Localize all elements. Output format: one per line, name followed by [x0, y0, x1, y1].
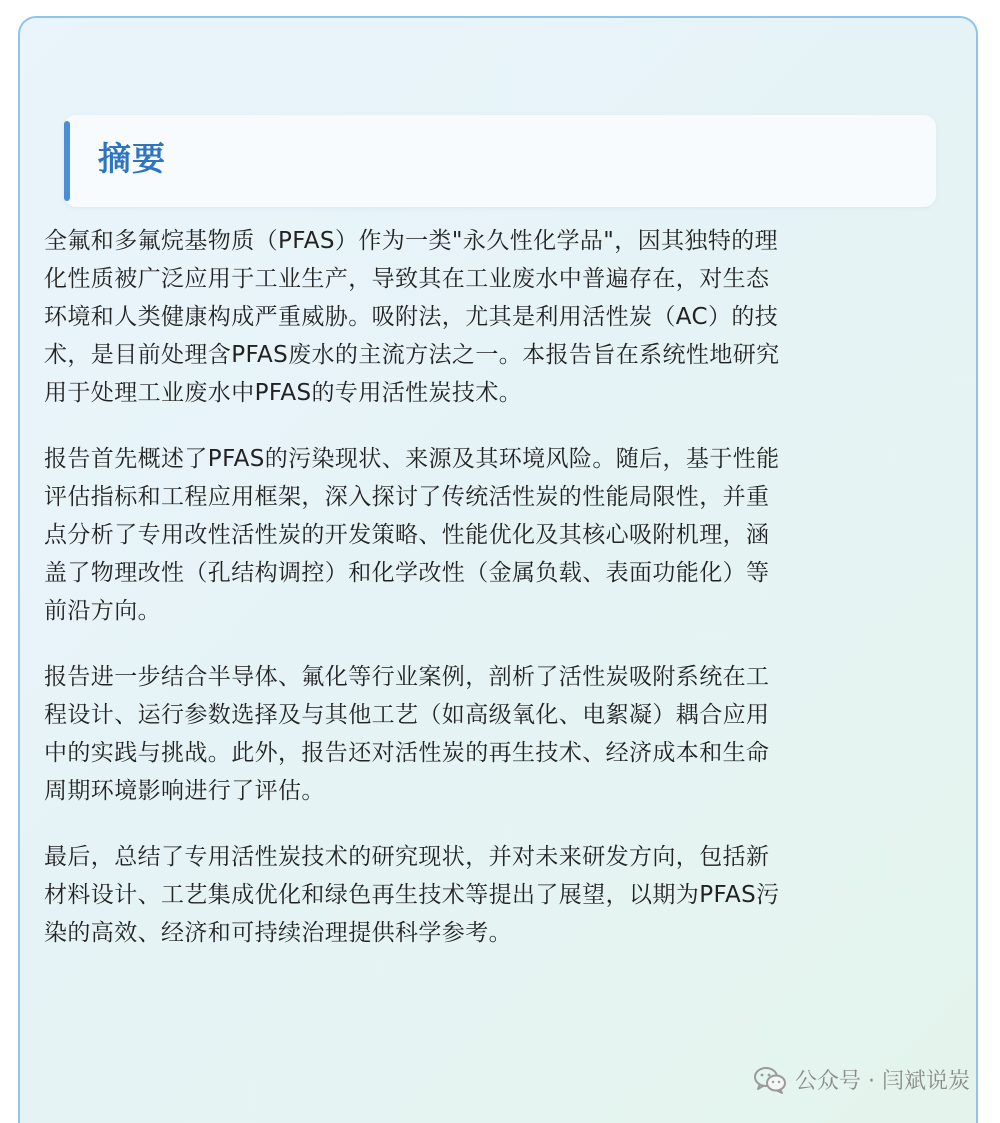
text-line: 最后，总结了专用活性炭技术的研究现状，并对未来研发方向，包括新	[44, 844, 770, 870]
text-line: 材料设计、工艺集成优化和绿色再生技术等提出了展望，以期为PFAS污	[44, 882, 780, 908]
title-accent-bar	[64, 121, 70, 201]
text-line: 盖了物理改性（孔结构调控）和化学改性（金属负载、表面功能化）等	[44, 560, 770, 586]
section-title: 摘要	[98, 139, 166, 178]
text-line: 前沿方向。	[44, 598, 161, 624]
watermark-text: 公众号 · 闫斌说炭	[795, 1069, 970, 1094]
section-header	[64, 115, 936, 207]
paragraph-1	[44, 222, 920, 412]
text-line: 点分析了专用改性活性炭的开发策略、性能优化及其核心吸附机理，涵	[44, 522, 770, 548]
text-line: 术，是目前处理含PFAS废水的主流方法之一。本报告旨在系统性地研究	[44, 342, 780, 368]
text-line: 程设计、运行参数选择及与其他工艺（如高级氧化、电絮凝）耦合应用	[44, 702, 770, 728]
abstract-body	[44, 222, 920, 980]
text-line: 评估指标和工程应用框架，深入探讨了传统活性炭的性能局限性，并重	[44, 484, 770, 510]
text-line: 报告进一步结合半导体、氟化等行业案例，剖析了活性炭吸附系统在工	[44, 664, 770, 690]
text-line: 环境和人类健康构成严重威胁。吸附法，尤其是利用活性炭（AC）的技	[44, 304, 779, 330]
text-line: 报告首先概述了PFAS的污染现状、来源及其环境风险。随后，基于性能	[44, 446, 780, 472]
text-line: 周期环境影响进行了评估。	[44, 778, 325, 804]
paragraph-2	[44, 440, 920, 630]
paragraph-4	[44, 838, 920, 952]
paragraph-3	[44, 658, 920, 810]
text-line: 染的高效、经济和可持续治理提供科学参考。	[44, 920, 512, 946]
text-line: 化性质被广泛应用于工业生产，导致其在工业废水中普遍存在，对生态	[44, 266, 770, 292]
text-line: 用于处理工业废水中PFAS的专用活性炭技术。	[44, 380, 523, 406]
text-line: 全氟和多氟烷基物质（PFAS）作为一类"永久性化学品"，因其独特的理	[44, 228, 779, 254]
text-line: 中的实践与挑战。此外，报告还对活性炭的再生技术、经济成本和生命	[44, 740, 770, 766]
wechat-icon	[753, 1065, 787, 1095]
wechat-watermark	[753, 1064, 970, 1095]
